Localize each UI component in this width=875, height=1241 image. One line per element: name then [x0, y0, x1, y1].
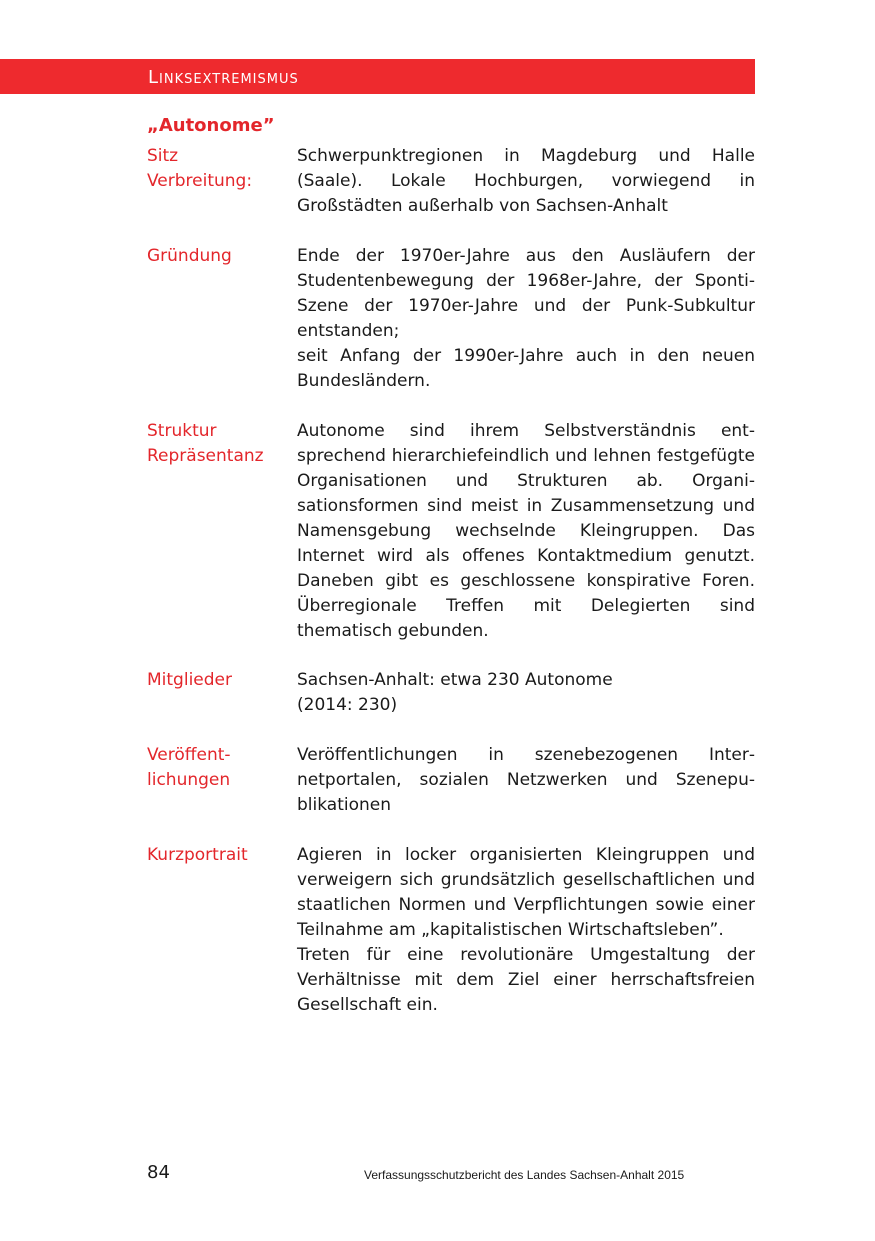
entry-content: [297, 668, 755, 718]
entry-paragraph: Schwerpunktregionen in Magdeburg und Halle (Saale). Lokale Hochburgen, vorwiegend in Großstädten außerhalb von Sachsen-Anhalt: [297, 146, 755, 216]
entry-label: [147, 419, 292, 469]
chapter-header-bar: [0, 59, 755, 94]
entry-label: [147, 743, 292, 793]
entry-label: [147, 244, 292, 269]
entry-paragraph: seit Anfang der 1990er-Jahre auch in den neuen Bundesländern.: [297, 346, 755, 391]
chapter-title: Linksextremismus: [148, 67, 299, 88]
entry-paragraph: Autonome sind ihrem Selbstverständnis entsprechend hierarchiefeindlich und lehnen festgefügte Organisationen und Strukturen ab. Organisationsformen sind meist in Zusammensetzung und Namensgebung wechselnde Kleingruppen. Das Internet wird als offenes Kontaktmedium genutzt. Daneben gibt es geschlossene konspirative Foren. Überregionale Treffen mit Delegierten sind thematisch gebunden.: [297, 421, 755, 641]
entry-content: [297, 743, 755, 818]
entry-label-line: Sitz: [147, 146, 179, 166]
entry-label-line: Struktur: [147, 421, 217, 441]
entry-label-line: Kurzportrait: [147, 845, 248, 865]
entry-label-line: Repräsentanz: [147, 446, 264, 466]
footer-publication-title: Verfassungsschutzbericht des Landes Sachsen-Anhalt 2015: [364, 1168, 685, 1182]
entry-label: [147, 144, 292, 194]
entry-paragraph: Ende der 1970er-Jahre aus den Ausläufern der Studentenbewegung der 1968er-Jahre, der Sponti-Szene der 1970er-Jahre und der Punk-Subkultur entstanden;: [297, 246, 755, 341]
entry-label-line: Veröffent-: [147, 745, 231, 765]
entry-content: [297, 144, 755, 219]
entry-paragraph: Sachsen-Anhalt: etwa 230 Autonome: [297, 670, 613, 690]
entry-label: [147, 843, 292, 868]
entry-label-line: lichungen: [147, 770, 231, 790]
entry-label-line: Gründung: [147, 246, 232, 266]
entry-label-line: Verbreitung:: [147, 171, 253, 191]
entry-paragraph: Treten für eine revolutionäre Umgestaltung der Verhältnisse mit dem Ziel einer herrschaftsfreien Gesellschaft ein.: [297, 945, 755, 1015]
entry-paragraph: Veröffentlichungen in szenebezogenen Internetportalen, sozialen Netzwerken und Szenepublikationen: [297, 745, 755, 815]
page-number: 84: [147, 1162, 170, 1183]
entry-content: [297, 244, 755, 394]
entry-paragraph: Agieren in locker organisierten Kleingruppen und verweigern sich grundsätzlich gesellschaftlichen und staatlichen Normen und Verpflichtungen sowie einer Teilnahme am „kapitalistischen Wirtschaftsleben”.: [297, 845, 755, 940]
entry-content: [297, 419, 755, 644]
section-title: „Autonome”: [147, 115, 275, 136]
entry-label-line: Mitglieder: [147, 670, 232, 690]
entry-paragraph: (2014: 230): [297, 695, 398, 715]
entry-content: [297, 843, 755, 1018]
entry-label: [147, 668, 292, 693]
